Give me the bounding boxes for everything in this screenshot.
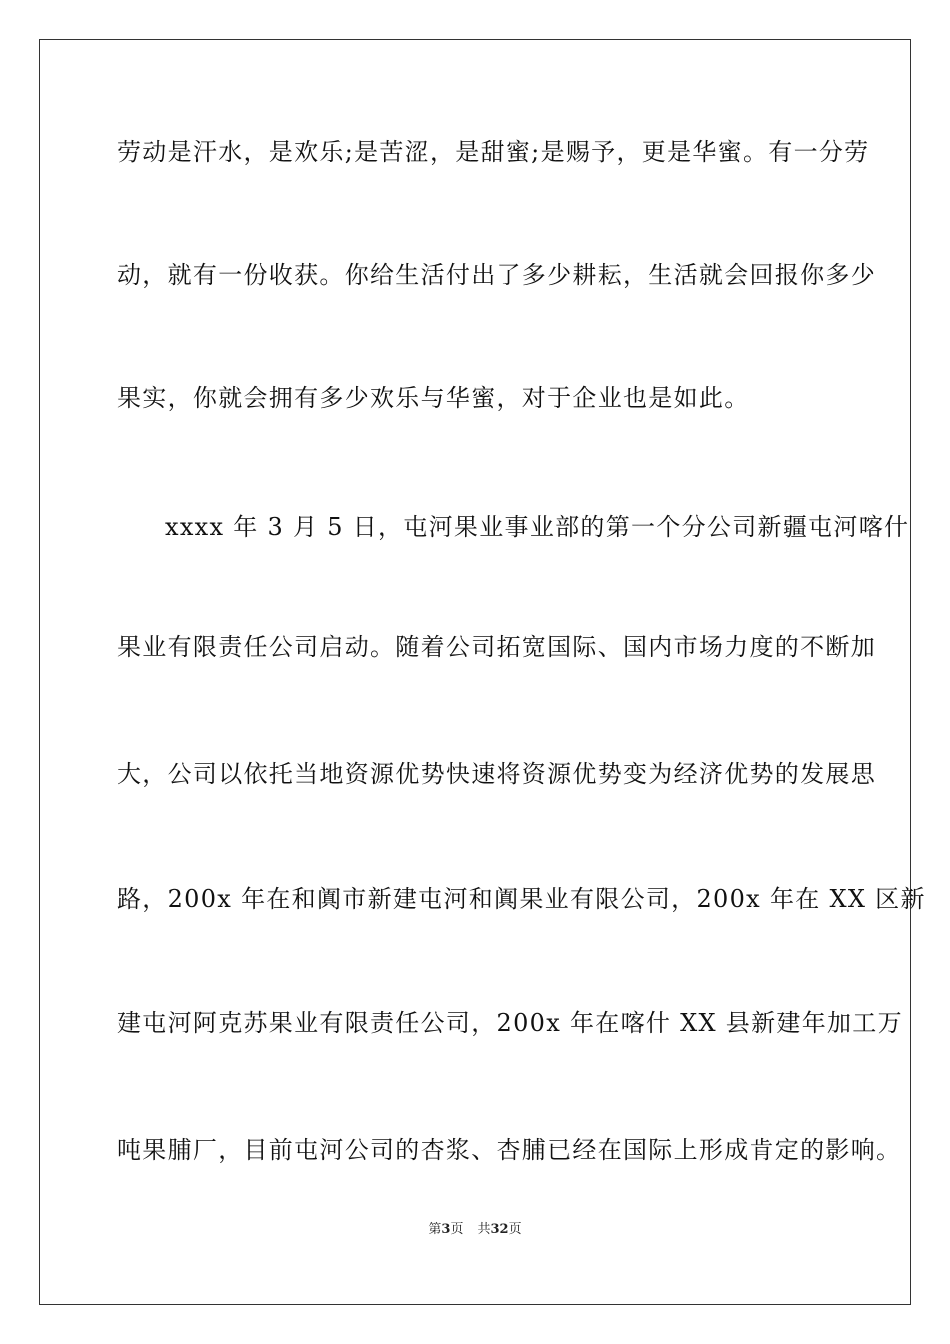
paragraph-line-2: 动，就有一份收获。你给生活付出了多少耕耘，生活就会回报你多少 [117, 261, 876, 289]
paragraph-line-3: 果实，你就会拥有多少欢乐与华蜜，对于企业也是如此。 [117, 384, 750, 412]
paragraph-line-6: 大，公司以依托当地资源优势快速将资源优势变为经济优势的发展思 [117, 760, 876, 788]
page-border [39, 39, 926, 1305]
footer-page-suffix: 页 [450, 1222, 464, 1237]
footer-page-prefix: 第 [428, 1222, 442, 1237]
paragraph-line-7: 路，200x 年在和阗市新建屯河和阗果业有限公司，200x 年在 XX 区新 [117, 885, 926, 913]
paragraph-line-5: 果业有限责任公司启动。随着公司拓宽国际、国内市场力度的不断加 [117, 633, 876, 661]
footer-total-suffix: 页 [508, 1222, 522, 1237]
footer-current-page: 3 [441, 1222, 451, 1237]
footer-total-prefix: 共 [477, 1222, 491, 1237]
paragraph-line-4: xxxx 年 3 月 5 日，屯河果业事业部的第一个分公司新疆屯河喀什 [165, 513, 910, 541]
paragraph-line-8: 建屯河阿克苏果业有限责任公司，200x 年在喀什 XX 县新建年加工万 [117, 1009, 903, 1037]
paragraph-line-1: 劳动是汗水，是欢乐;是苦涩，是甜蜜;是赐予，更是华蜜。有一分劳 [117, 138, 870, 166]
footer-total-pages: 32 [490, 1222, 509, 1237]
paragraph-line-9: 吨果脯厂，目前屯河公司的杏浆、杏脯已经在国际上形成肯定的影响。 [117, 1136, 902, 1164]
page-footer [0, 1218, 950, 1237]
